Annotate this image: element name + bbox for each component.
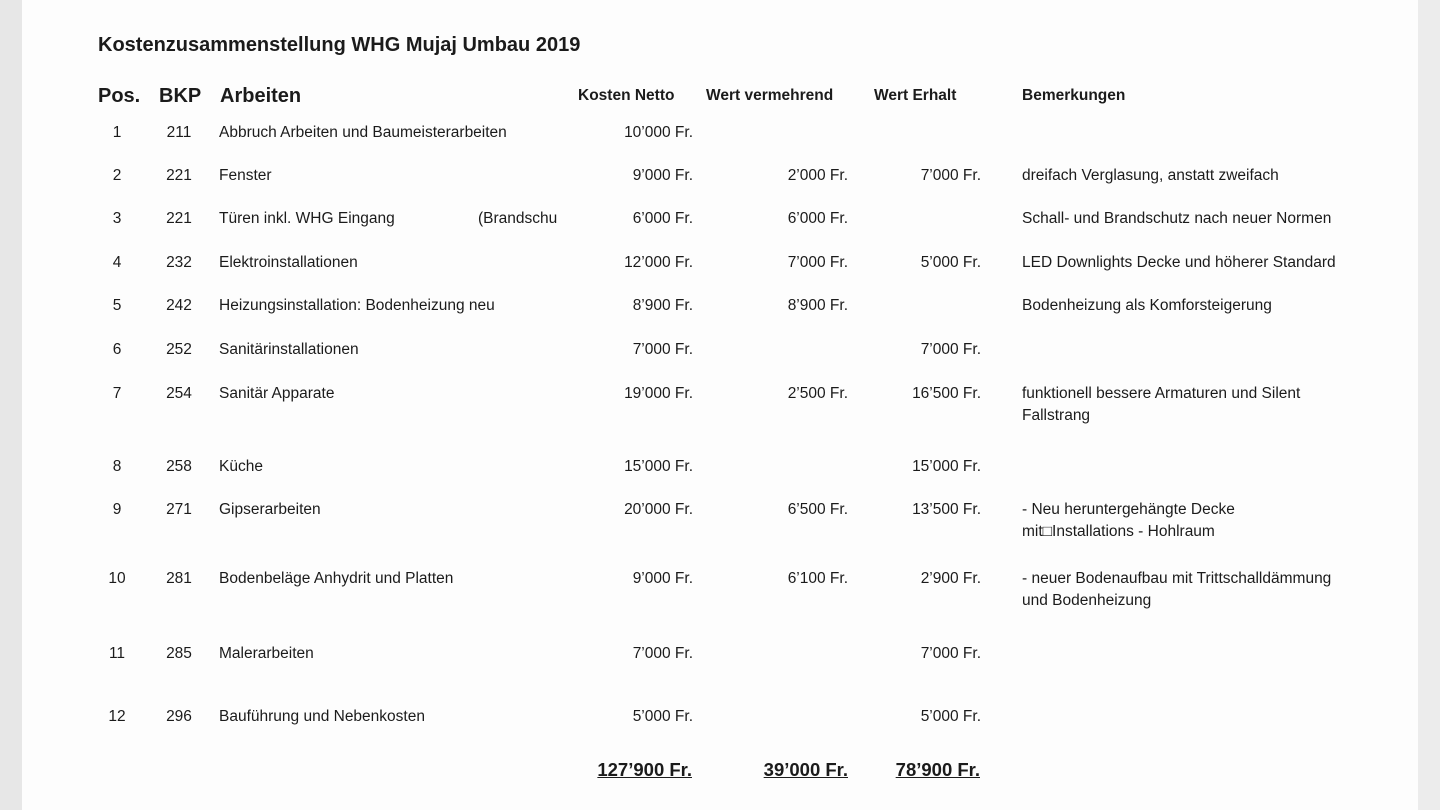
row-bemerkung: Schall- und Brandschutz nach neuer Normen	[1022, 210, 1332, 227]
row-bemerkung: - neuer Bodenaufbau mit Trittschalldämmung	[1022, 570, 1332, 587]
row-bkp: 258	[166, 458, 192, 475]
row-pos: 8	[112, 458, 122, 475]
row-bkp: 242	[166, 297, 192, 314]
row-wert-erhalt: 16’500 Fr.	[912, 385, 981, 402]
row-arbeiten: Gipserarbeiten	[219, 501, 321, 518]
row-wert-erhalt: 7’000 Fr.	[920, 341, 981, 358]
row-arbeiten: Heizungsinstallation: Bodenheizung neu	[219, 297, 495, 314]
page-edge	[1418, 0, 1440, 810]
row-bemerkung: Bodenheizung als Komforsteigerung	[1022, 297, 1272, 314]
row-pos: 6	[112, 341, 122, 358]
row-bkp: 232	[166, 254, 192, 271]
row-arbeiten: Bodenbeläge Anhydrit und Platten	[219, 570, 454, 587]
row-wert-erhalt: 13’500 Fr.	[912, 501, 981, 518]
row-arbeiten: Türen inkl. WHG Eingang	[219, 210, 395, 227]
row-pos: 12	[108, 708, 126, 725]
row-kosten-netto: 7’000 Fr.	[632, 341, 693, 358]
row-bemerkung-line2: und Bodenheizung	[1022, 592, 1152, 609]
row-kosten-netto: 6’000 Fr.	[632, 210, 693, 227]
row-pos: 9	[112, 501, 122, 518]
row-pos: 11	[108, 645, 126, 662]
row-bemerkung: dreifach Verglasung, anstatt zweifach	[1022, 167, 1279, 184]
row-wert-erhalt: 7’000 Fr.	[920, 167, 981, 184]
row-bemerkung: funktionell bessere Armaturen und Silent	[1022, 385, 1301, 402]
row-pos: 7	[112, 385, 122, 402]
row-wert-erhalt: 5’000 Fr.	[920, 708, 981, 725]
row-kosten-netto: 9’000 Fr.	[632, 570, 693, 587]
row-arbeiten-extra: (Brandschu	[478, 210, 558, 227]
row-kosten-netto: 9’000 Fr.	[632, 167, 693, 184]
header-kosten-netto: Kosten Netto	[578, 87, 675, 104]
row-bkp: 252	[166, 341, 192, 358]
total-kosten-netto: 127’900 Fr.	[597, 759, 692, 780]
header-bkp: BKP	[159, 85, 202, 107]
row-pos: 2	[112, 167, 122, 184]
row-arbeiten: Bauführung und Nebenkosten	[219, 708, 425, 725]
row-wert-erhalt: 15’000 Fr.	[912, 458, 981, 475]
row-pos: 5	[112, 297, 122, 314]
row-bkp: 221	[166, 210, 192, 227]
row-wert-vermehrend: 6’500 Fr.	[787, 501, 848, 518]
row-bkp: 221	[166, 167, 192, 184]
row-bkp: 281	[166, 570, 192, 587]
row-kosten-netto: 20’000 Fr.	[624, 501, 693, 518]
header-arbeiten: Arbeiten	[220, 85, 302, 107]
row-wert-vermehrend: 2’000 Fr.	[787, 167, 848, 184]
row-wert-vermehrend: 6’000 Fr.	[787, 210, 848, 227]
row-kosten-netto: 12’000 Fr.	[624, 254, 693, 271]
row-wert-vermehrend: 8’900 Fr.	[787, 297, 848, 314]
row-wert-vermehrend: 7’000 Fr.	[787, 254, 848, 271]
row-wert-vermehrend: 2’500 Fr.	[787, 385, 848, 402]
row-bkp: 285	[166, 645, 192, 662]
row-wert-erhalt: 5’000 Fr.	[920, 254, 981, 271]
row-pos: 10	[108, 570, 126, 587]
row-arbeiten: Fenster	[219, 167, 272, 184]
row-kosten-netto: 10’000 Fr.	[624, 124, 693, 141]
document-page	[22, 0, 1418, 810]
row-pos: 1	[112, 124, 122, 141]
header-pos: Pos.	[98, 85, 141, 107]
row-bkp: 254	[166, 385, 192, 402]
row-bkp: 296	[166, 708, 192, 725]
row-kosten-netto: 5’000 Fr.	[632, 708, 693, 725]
header-wert-erhalt: Wert Erhalt	[874, 87, 957, 104]
row-pos: 3	[112, 210, 122, 227]
row-bkp: 211	[166, 124, 192, 141]
header-bemerkungen: Bemerkungen	[1022, 87, 1126, 104]
total-wert-erhalt: 78’900 Fr.	[895, 759, 980, 780]
row-kosten-netto: 19’000 Fr.	[624, 385, 693, 402]
row-wert-erhalt: 7’000 Fr.	[920, 645, 981, 662]
row-kosten-netto: 8’900 Fr.	[632, 297, 693, 314]
row-pos: 4	[112, 254, 122, 271]
row-bkp: 271	[166, 501, 192, 518]
row-bemerkung-line2: mit□Installations - Hohlraum	[1022, 523, 1215, 540]
row-kosten-netto: 15’000 Fr.	[624, 458, 693, 475]
row-arbeiten: Malerarbeiten	[219, 645, 314, 662]
header-wert-vermehrend: Wert vermehrend	[706, 87, 834, 104]
row-arbeiten: Küche	[219, 458, 263, 475]
row-wert-erhalt: 2’900 Fr.	[920, 570, 981, 587]
row-arbeiten: Sanitärinstallationen	[219, 341, 359, 358]
row-kosten-netto: 7’000 Fr.	[632, 645, 693, 662]
row-arbeiten: Elektroinstallationen	[219, 254, 358, 271]
row-wert-vermehrend: 6’100 Fr.	[787, 570, 848, 587]
document-title: Kostenzusammenstellung WHG Mujaj Umbau 2019	[98, 34, 581, 56]
row-arbeiten: Abbruch Arbeiten und Baumeisterarbeiten	[219, 124, 507, 141]
row-bemerkung: - Neu heruntergehängte Decke	[1022, 501, 1235, 518]
row-arbeiten: Sanitär Apparate	[219, 385, 335, 402]
row-bemerkung: LED Downlights Decke und höherer Standard	[1022, 254, 1336, 271]
row-bemerkung-line2: Fallstrang	[1022, 407, 1091, 424]
total-wert-vermehrend: 39’000 Fr.	[763, 759, 848, 780]
